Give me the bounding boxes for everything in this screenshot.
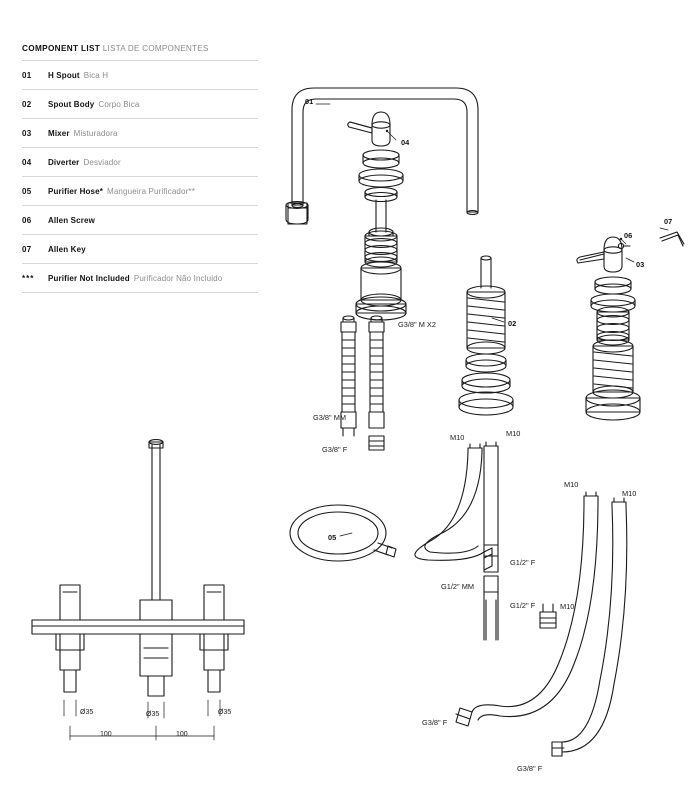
thread-label-m10-right-c: M10 [560, 602, 575, 611]
thread-label-g38-f-bottom-left: G3/8" F [422, 718, 448, 727]
thread-label-g12-mm: G1/2" MM [441, 582, 475, 591]
component-name-pt: Corpo Bica [98, 99, 140, 109]
thread-label-g38-f-bottom-right: G3/8" F [517, 764, 543, 773]
thread-label-g38-mm: G3/8" MM [313, 413, 347, 422]
thread-label-m10-center-left: M10 [450, 433, 465, 442]
dimension-spacing-left: 100 [100, 731, 112, 738]
diverter-assembly [348, 112, 406, 320]
component-list-title-pt: LISTA DE COMPONENTES [102, 44, 209, 53]
spout-body-part [459, 256, 513, 415]
component-name-pt: Mangueira Purificador** [107, 186, 195, 196]
installed-view [32, 440, 244, 696]
thread-label-m10-right-b: M10 [622, 489, 637, 498]
callout-04: 04 [401, 138, 410, 147]
callout-05: 05 [328, 533, 337, 542]
thread-label-g12-f-lower: G1/2" F [510, 601, 536, 610]
component-name-en: Purifier Hose* [48, 186, 104, 196]
thread-label-g12-f-upper: G1/2" F [510, 558, 536, 567]
mixer-assembly [577, 237, 640, 420]
component-number: 06 [22, 215, 32, 225]
purifier-hose-coil [290, 505, 396, 561]
component-name-en: H Spout [48, 70, 80, 80]
callout-labels [305, 97, 672, 542]
component-number: 04 [22, 157, 32, 167]
component-name-pt: Bica H [83, 70, 109, 80]
callout-03: 03 [636, 260, 645, 269]
component-name-pt: Purificador Não Incluido [133, 273, 223, 283]
component-name-en: Purifier Not Included [48, 273, 130, 283]
component-name-pt: Misturadora [73, 128, 118, 138]
component-name-en: Diverter [48, 157, 80, 167]
callout-leaders [316, 104, 668, 536]
callout-07: 07 [664, 217, 673, 226]
thread-label-m10-center-right: M10 [506, 429, 521, 438]
aerator-part [288, 203, 307, 224]
callout-01: 01 [305, 97, 314, 106]
component-number: 07 [22, 244, 32, 254]
component-number: 03 [22, 128, 32, 138]
dimension-lines [64, 700, 220, 740]
component-number: 01 [22, 70, 32, 80]
flex-hose-center-left [415, 444, 492, 570]
component-name-en: Spout Body [48, 99, 95, 109]
thread-labels [313, 320, 636, 773]
thread-label-g38-f-left: G3/8" F [322, 445, 348, 454]
component-number: *** [22, 273, 35, 283]
component-name-pt: Desviador [83, 157, 121, 167]
hose-pair-left [341, 316, 384, 450]
dimension-diameter-right: Ø35 [218, 709, 232, 716]
flex-hose-right-pair [456, 492, 627, 756]
component-list-title-en: COMPONENT LIST [22, 44, 101, 53]
dimension-spacing-right: 100 [176, 731, 188, 738]
callout-06: 06 [624, 231, 633, 240]
component-name-en: Allen Key [48, 244, 86, 254]
component-number: 02 [22, 99, 32, 109]
allen-key-part [660, 232, 684, 246]
dimension-diameter-center: Ø35 [146, 711, 160, 718]
callout-02: 02 [508, 319, 517, 328]
component-number: 05 [22, 186, 32, 196]
flex-hose-center-right [484, 442, 498, 640]
component-name-en: Allen Screw [48, 215, 96, 225]
thread-label-m10-right-a: M10 [564, 480, 579, 489]
dimension-diameter-left: Ø35 [80, 709, 94, 716]
thread-label-g38-m-x2: G3/8" M X2 [398, 320, 436, 329]
component-name-en: Mixer [48, 128, 70, 138]
h-spout-part [286, 88, 478, 224]
